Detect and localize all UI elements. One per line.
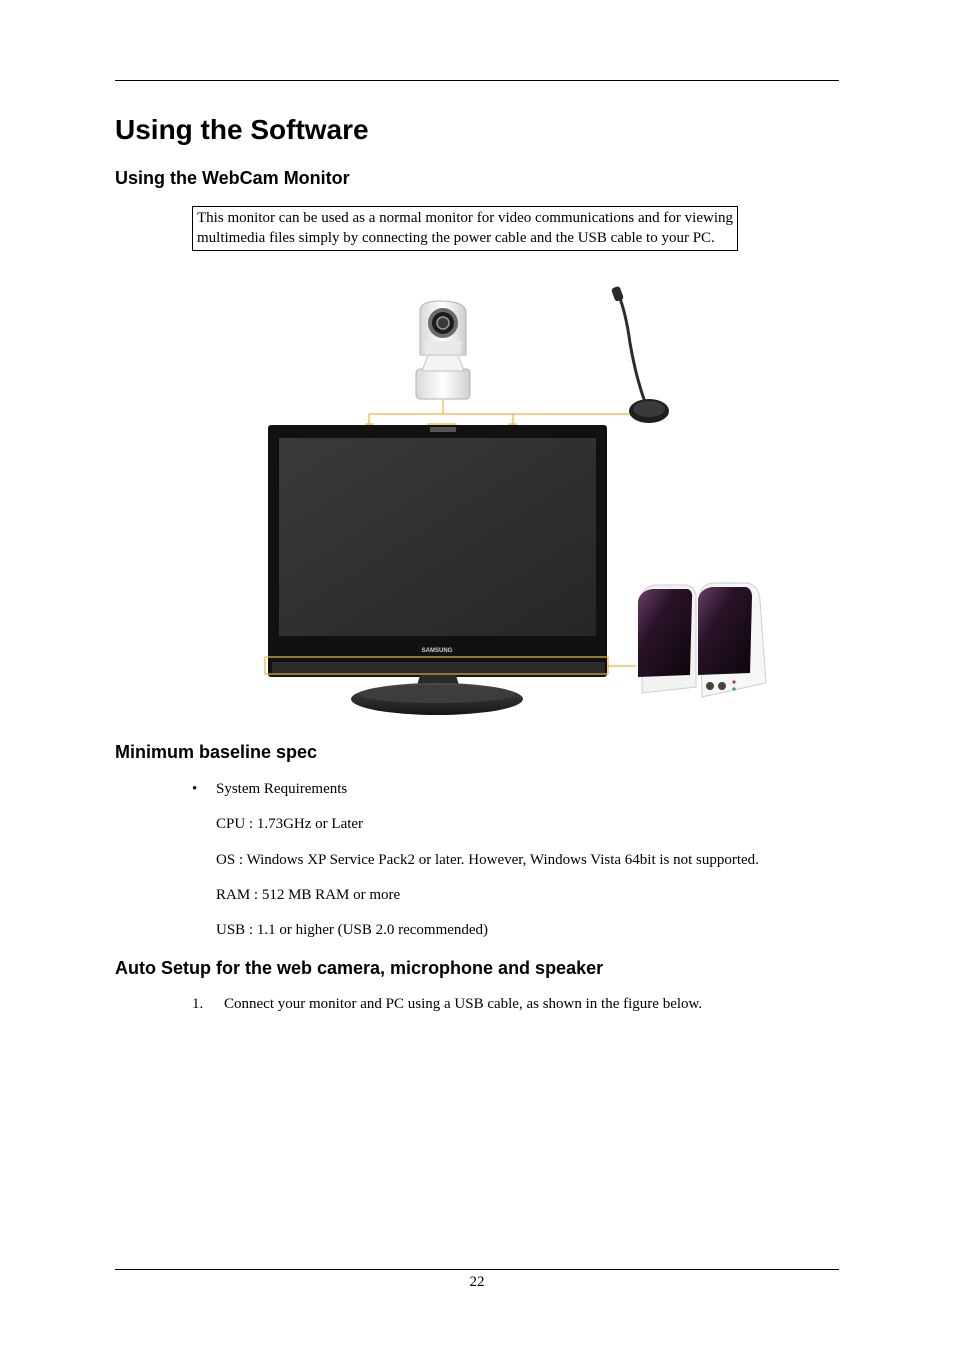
- speakers-illustration: [638, 583, 766, 697]
- spec-os: OS : Windows XP Service Pack2 or later. However, Windows Vista 64bit is not supported.: [216, 852, 759, 868]
- section-heading-auto-setup: Auto Setup for the web camera, microphone and speaker: [115, 958, 604, 978]
- spec-cpu: CPU : 1.73GHz or Later: [216, 816, 364, 832]
- page-number: 22: [469, 1274, 485, 1290]
- webcam-monitor-figure: [260, 283, 780, 723]
- header-rule: [115, 80, 839, 81]
- spec-ram: RAM : 512 MB RAM or more: [216, 887, 401, 903]
- page-title: Using the Software: [115, 114, 369, 145]
- webcam-illustration: [416, 301, 470, 399]
- microphone-illustration: [611, 286, 669, 423]
- footer-rule: [115, 1269, 839, 1270]
- note-box: This monitor can be used as a normal monitor for video communications and for viewing multimedia files simply by connecting the power cable and the USB cable to your PC.: [192, 206, 738, 251]
- section-heading-minimum-spec: Minimum baseline spec: [115, 742, 318, 762]
- section-heading-webcam-monitor: Using the WebCam Monitor: [115, 168, 350, 188]
- bullet-icon: •: [192, 781, 198, 797]
- monitor-illustration: [265, 425, 608, 715]
- list-item: [192, 780, 347, 798]
- step-item: [192, 995, 702, 1013]
- spec-usb: USB : 1.1 or higher (USB 2.0 recommended): [216, 922, 489, 938]
- brand-logo: SAMSUNG: [421, 648, 453, 654]
- requirements-list: [192, 780, 347, 798]
- step-number: 1.: [192, 996, 204, 1012]
- list-item-label: System Requirements: [216, 781, 348, 797]
- step-text: Connect your monitor and PC using a USB cable, as shown in the figure below.: [224, 996, 703, 1012]
